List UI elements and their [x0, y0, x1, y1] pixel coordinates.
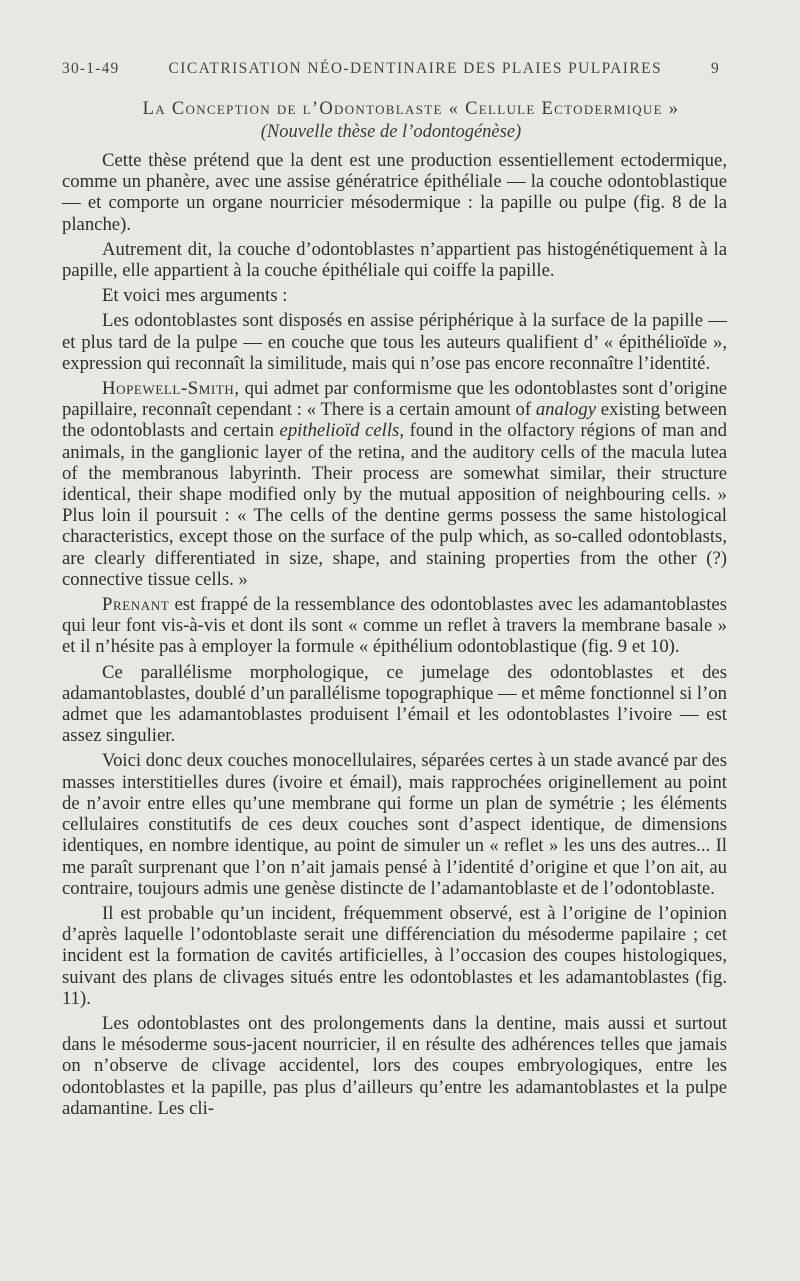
page-number: 9 [711, 60, 720, 77]
paragraph-5-text-1: qui admet par conformisme que les odontoblastes sont d’origine papillaire, reconnaît cependant : « There is a certain amount of [62, 378, 727, 421]
paragraph-5-text-2: existing between the odontoblasts and certain [62, 399, 727, 442]
paragraph-5-text-3: found in the olfactory régions of man and animals, in the ganglionic layer of the retina, and the auditory cells of the macula lutea of the membranous labyrinth. Their process are somewhat similar, their structure identical, their shape modified only by the mutual apposition of neighbouring cells. » Plus loin il poursuit : « The cells of the dentine germs possess the same histological characteristics, except those on the surface of the pulp which, as so-called odontoblasts, are clearly differentiated in size, shape, and staining properties from the other (?) connective tissue cells. » [62, 420, 727, 590]
section-heading [62, 99, 720, 143]
paragraph-3: Et voici mes arguments : [102, 285, 288, 307]
paragraph-5 [62, 378, 727, 590]
paragraph-1: Cette thèse prétend que la dent est une production essentiellement ectodermique, comme un phanère, avec une assise génératrice épithéliale — la couche odontoblastique — et comporte un organe nourricier mésodermique : la papille ou pulpe (fig. 8 de la planche). [62, 150, 727, 235]
paragraph-8: Voici donc deux couches monocellulaires, séparées certes à un stade avancé par des masses interstitielles dures (ivoire et émail), mais rapprochées originellement au point de n’avoir entre elles qu’une membrane qui forme un plan de symétrie ; les éléments cellulaires constitutifs de ces deux couches sont d’aspect identique, de dimensions identiques, en nombre identique, au point de simuler un « reflet » les uns des autres... Il me paraît surprenant que l’on n’ait jamais pensé à l’identité d’origine et que l’on ait, au contraire, toujours admis une genèse distincte de l’adamantoblaste et de l’odontoblaste. [62, 750, 727, 899]
running-head-date: 30-1-49 [62, 60, 120, 77]
paragraph-7: Ce parallélisme morphologique, ce jumelage des odontoblastes et des adamantoblastes, doublé d’un parallélisme topographique — et même fonctionnel si l’on admet que les adamantoblastes produisent l’émail et les odontoblastes l’ivoire — est assez singulier. [62, 661, 727, 747]
section-title: La Conception de l’Odontoblaste « Cellule Ectodermique » [142, 99, 680, 119]
paragraph-10: Les odontoblastes ont des prolongements dans la dentine, mais aussi et surtout dans le mésoderme sous-jacent nourricier, il en résulte des adhérences telles que jamais on n’observe de clivage accidentel, lors des coupes embryologiques, entre les odontoblastes et la papille, pas plus d’ailleurs qu’entre les adamantoblastes et la pulpe adamantine. Les cli- [62, 1012, 727, 1119]
paragraph-6-text: est frappé de la ressemblance des odontoblastes avec les adamantoblastes qui leur font vis-à-vis et dont ils sont « comme un reflet à travers la membrane basale » et il n’hésite pas à employer la formule « épithélium odontoblastique (fig. 9 et 10). [62, 594, 727, 658]
paragraph-6 [62, 594, 727, 658]
author-hopewell-smith: Hopewell-Smith, [102, 378, 240, 400]
body-text [62, 150, 727, 1119]
running-head-title: CICATRISATION NÉO-DENTINAIRE DES PLAIES PULPAIRES [168, 60, 662, 77]
section-subtitle: (Nouvelle thèse de l’odontogénèse) [260, 122, 522, 142]
paragraph-9: Il est probable qu’un incident, fréquemment observé, est à l’origine de l’opinion d’après laquelle l’odontoblaste serait une différenciation du mésoderme papilaire ; cet incident est la formation de cavités artificielles, à l’occasion des coupes histologiques, suivant des plans de clivages situés entre les odontoblastes et les adamantoblastes (fig. 11). [62, 902, 727, 1009]
paragraph-2: Autrement dit, la couche d’odontoblastes n’appartient pas histogénétiquement à la papille, elle appartient à la couche épithéliale qui coiffe la papille. [62, 238, 727, 282]
author-prenant: Prenant [102, 594, 170, 616]
paragraph-5-italic-2: epithelioïd cells, [279, 420, 404, 442]
paragraph-5-italic-1: analogy [535, 399, 597, 421]
paragraph-4: Les odontoblastes sont disposés en assise périphérique à la surface de la papille — et plus tard de la pulpe — en couche que tous les auteurs qualifient d’ « épithélioïde », expression qui reconnaît la similitude, mais qui n’ose pas encore reconnaître l’identité. [62, 310, 727, 374]
running-head [62, 60, 720, 78]
